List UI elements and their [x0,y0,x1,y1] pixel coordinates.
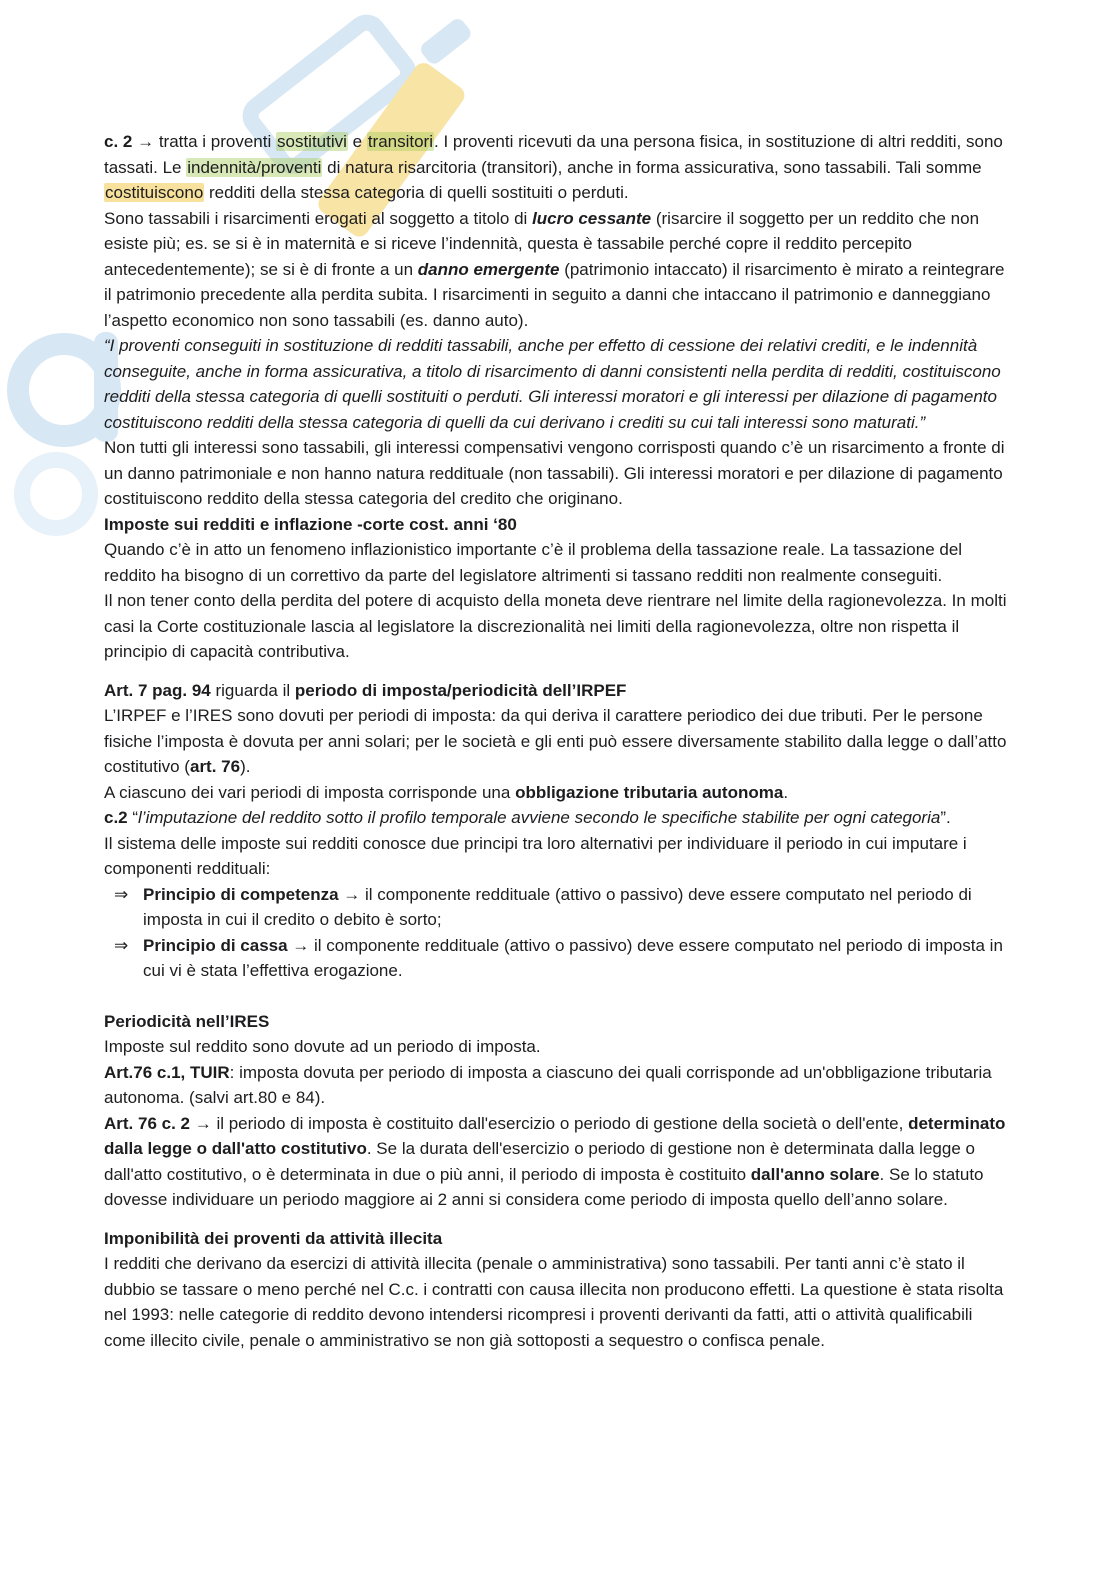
para-ires-periodo [104,1034,1010,1060]
para-irpef-ires-periodi [104,703,1010,780]
text-run: ”. [940,808,951,827]
text-run: → il componente reddituale (attivo o passivo) deve essere computato nel periodo di imposta in cui vi è stata l’effettiva erogazione. [143,935,1003,980]
text-run: dall'anno solare [750,1164,880,1184]
bullet-item [104,882,1010,933]
text-run: lucro cessante [532,208,652,228]
text-run: c.2 [104,808,128,827]
bullet-list-principi [104,882,1010,984]
text-run: Sono tassabili i risarcimenti erogati al soggetto a titolo di [104,208,533,228]
text-run: c. 2 [104,132,138,151]
text-run: Art.76 c.1, TUIR [104,1062,230,1082]
text-run: . Se lo statuto dovesse individuare un periodo maggiore ai 2 anni si considera come periodo di imposta quello dell’anno solare. [104,1164,984,1209]
text-run: di natura risarcitoria (transitori), anche in forma assicurativa, sono tassabili. Tali somme [322,157,982,177]
text-run: Imposte sul reddito sono dovute ad un periodo di imposta. [104,1037,541,1056]
text-run: → il componente reddituale (attivo o passivo) deve essere computato nel periodo di imposta in cui il credito o debito è sorto; [143,884,972,929]
heading-art7 [104,678,1010,704]
heading-imposte-inflazione [104,512,1010,538]
text-run: : imposta dovuta per periodo di imposta a ciascuno dei quali corrisponde ad un'obbligazione tributaria autonoma. (salvi art.80 e 84). [104,1062,992,1107]
para-c2-imputazione [104,805,1010,831]
highlighted-text: sostitutivi [276,132,347,151]
text-run: Il non tener conto della perdita del potere di acquisto della moneta deve rientrare nel limite della ragionevolezza. In molti casi la Corte costituzionale lascia al legislatore la discrezionalità nei limiti della ragionevolezza, oltre non rispetta il principio di capacità contributiva. [104,591,1007,661]
document-content [104,129,1010,1353]
text-run: e [347,132,367,151]
text-run: I redditi che derivano da esercizi di attività illecita (penale o amministrativa) sono tassabili. Per tanti anni c’è stato il dubbio se tassare o meno perché nel C.c. i contratti con causa illecita non producono effetti. La questione è stata risolta nel 1993: nelle categorie di reddito devono intendersi ricompresi i proventi derivanti da fatti, atti o attività qualificabili come illecito civile, penale o amministrativo se non già sottoposti a sequestro o confisca penale. [104,1254,1004,1350]
text-run: (patrimonio intaccato) il risarcimento è mirato a reintegrare il patrimonio precedente alla perdita subita. I risarcimenti in seguito a danni che intaccano il patrimonio e danneggiano l’aspetto economico non sono tassabili (es. danno auto). [104,259,1005,330]
highlighted-text: costituiscono [105,183,204,202]
text-run: Imponibilità dei proventi da attività illecita [104,1228,443,1248]
para-art76-c2 [104,1111,1010,1213]
para-attivita-illecita [104,1251,1010,1353]
bullet-item [104,933,1010,984]
text-run: L’IRPEF e l’IRES sono dovuti per periodi di imposta: da qui deriva il carattere periodico dei due tributi. Per le persone fisiche l’imposta è dovuta per anni solari; per le società e gli enti può essere diversamente stabilito dalla legge o dall’atto costitutivo ( [104,706,1007,776]
text-run: Non tutti gli interessi sono tassabili, gli interessi compensativi vengono corrisposti quando c’è un risarcimento a fronte di un danno patrimoniale e non hanno natura reddituale (non tassabili). Gli interessi moratori e per dilazione di pagamento costituiscono reddito della stessa categoria del credito che originano. [104,438,1005,508]
text-run: . I proventi ricevuti da una persona fisica, in sostituzione di altri redditi, sono tassati. Le [104,132,1003,177]
text-run: danno emergente [417,259,560,279]
text-run: Art. 76 c. 2 [104,1113,190,1133]
text-run: art. 76 [189,757,241,776]
text-run: Periodicità nell’IRES [104,1011,270,1031]
text-run: l’imputazione del reddito sotto il profilo temporale avviene secondo le specifiche stabilite per ogni categoria [138,808,941,827]
text-run: Principio di cassa [143,935,288,955]
text-run: Quando c’è in atto un fenomeno inflazionistico importante c’è il problema della tassazione reale. La tassazione del reddito ha bisogno di un correttivo da parte del legislatore altrimenti si tassano redditi non realmente conseguiti. [104,540,963,585]
double-arrow-bullet-icon: ⇒ [114,884,129,904]
para-c2-proventi-sostitutivi [104,129,1010,206]
heading-periodicita-ires [104,1009,1010,1035]
text-run: Imposte sui redditi e inflazione -corte cost. anni ‘80 [104,514,517,534]
para-inflazione-2 [104,588,1010,665]
text-run: . [783,782,789,802]
text-run: → il periodo di imposta è costituito dall'esercizio o periodo di gestione della società o dell'ente, [190,1113,909,1133]
text-run: periodo di imposta/periodicità dell’IRPEF [294,680,627,700]
text-run: A ciascuno dei vari periodi di imposta corrisponde una [104,782,516,802]
text-run: “I proventi conseguiti in sostituzione di redditi tassabili, anche per effetto di cessione dei relativi crediti, e le indennità conseguite, anche in forma assicurativa, a titolo di risarcimento di danni consistenti nella perdita di redditi, costituiscono redditi della stessa categoria di quelli sostituiti o perduti. Gli interessi moratori e gli interessi per dilazione di pagamento costituiscono redditi della stessa categoria di quelli da cui derivano i crediti su cui tali interessi sono maturati.” [104,336,1001,432]
highlighted-text: transitori [367,132,433,151]
para-lucro-cessante [104,206,1010,334]
para-inflazione-1 [104,537,1010,588]
text-run: “ [127,808,139,827]
para-obbligazione-autonoma [104,780,1010,806]
text-run: redditi della stessa categoria di quelli sostituiti o perduti. [204,183,629,202]
watermark-letter-shape-2 [22,460,90,528]
para-citazione-norma [104,333,1010,435]
bullet-text [143,885,972,930]
highlighted-text: indennità/proventi [187,157,322,177]
text-run: ). [240,757,251,776]
heading-imponibilita-illecita [104,1226,1010,1252]
text-run: Il sistema delle imposte sui redditi conosce due principi tra loro alternativi per individuare il periodo in cui imputare i componenti reddituali: [104,833,967,878]
text-run: Principio di competenza [143,884,339,904]
text-run: obbligazione tributaria autonoma [515,782,784,802]
para-art76-c1 [104,1060,1010,1111]
text-run: Art. 7 pag. 94 [104,680,211,700]
text-run: → tratta i proventi [137,132,276,151]
text-run: riguarda il [210,680,295,700]
watermark-notebook-tab [418,16,474,67]
para-due-principi [104,831,1010,882]
double-arrow-bullet-icon: ⇒ [114,935,129,955]
text-run: . Se la durata dell'esercizio o periodo di gestione non è determinata dalla legge o dall'atto costitutivo, o è determinata in due o più anni, il periodo di imposta è costituito [104,1139,975,1184]
para-interessi [104,435,1010,512]
bullet-text [143,936,1003,981]
text-run: determinato dalla legge o dall'atto costitutivo [104,1113,1006,1158]
text-run: (risarcire il soggetto per un reddito che non esiste più; es. se si è in maternità e si riceve l’indennità, questa è tassabile perché copre il reddito percepito antecedentemente); se si è di fronte a un [104,208,980,279]
